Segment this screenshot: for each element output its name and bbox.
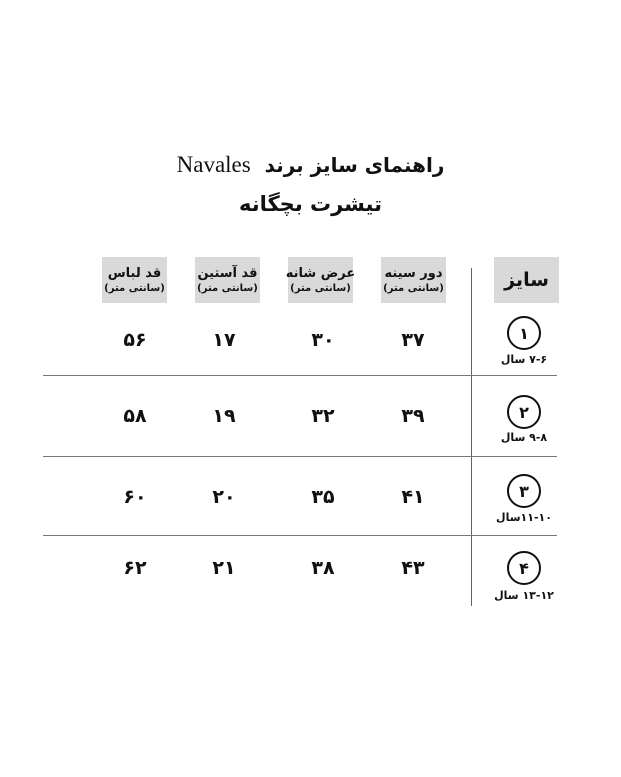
page-subtitle: تیشرت بچگانه	[238, 192, 383, 216]
chest-value: ۴۳	[401, 557, 425, 579]
chest-value: ۳۷	[401, 329, 425, 351]
shoulder-column-header	[285, 257, 356, 303]
row-divider	[43, 535, 557, 536]
chest-header-label: دور سینه	[384, 265, 443, 281]
sleeve-value: ۱۷	[212, 329, 236, 351]
age-range: ۱۱-۱۰سال	[496, 511, 552, 524]
brand-name: Navales	[176, 152, 251, 177]
page-title	[0, 152, 621, 178]
length-column-header	[102, 257, 167, 303]
chest-header-unit: (سانتی متر)	[383, 282, 444, 294]
shoulder-value: ۳۵	[311, 486, 335, 508]
sleeve-value: ۲۱	[212, 557, 236, 579]
size-badge: ۱	[507, 316, 541, 350]
length-value: ۶۰	[123, 486, 147, 508]
column-divider	[471, 268, 472, 606]
sleeve-header-label: قد آستین	[197, 265, 258, 281]
length-header-unit: (سانتی متر)	[104, 282, 165, 294]
age-range: ۷-۶ سال	[500, 353, 548, 366]
shoulder-value: ۳۰	[311, 329, 335, 351]
age-range: ۱۳-۱۲ سال	[494, 589, 554, 602]
row-divider	[43, 456, 557, 457]
row-divider	[43, 375, 557, 376]
shoulder-value: ۳۲	[311, 405, 335, 427]
age-range: ۹-۸ سال	[500, 431, 548, 444]
sleeve-value: ۲۰	[212, 486, 236, 508]
chest-value: ۴۱	[401, 486, 425, 508]
length-value: ۵۸	[123, 405, 147, 427]
shoulder-header-label: عرض شانه	[285, 265, 356, 281]
length-header-label: قد لباس	[107, 265, 162, 281]
size-badge: ۳	[507, 474, 541, 508]
length-value: ۶۲	[123, 557, 147, 579]
shoulder-value: ۳۸	[311, 557, 335, 579]
chest-column-header	[381, 257, 446, 303]
chest-value: ۳۹	[401, 405, 425, 427]
sleeve-header-unit: (سانتی متر)	[197, 282, 258, 294]
sleeve-column-header	[195, 257, 260, 303]
sleeve-value: ۱۹	[212, 405, 236, 427]
size-badge: ۲	[507, 395, 541, 429]
shoulder-header-unit: (سانتی متر)	[290, 282, 351, 294]
title-text: راهنمای سایز برند	[264, 153, 445, 177]
size-column-header: سایز	[494, 257, 559, 303]
length-value: ۵۶	[123, 329, 147, 351]
size-badge: ۴	[507, 551, 541, 585]
